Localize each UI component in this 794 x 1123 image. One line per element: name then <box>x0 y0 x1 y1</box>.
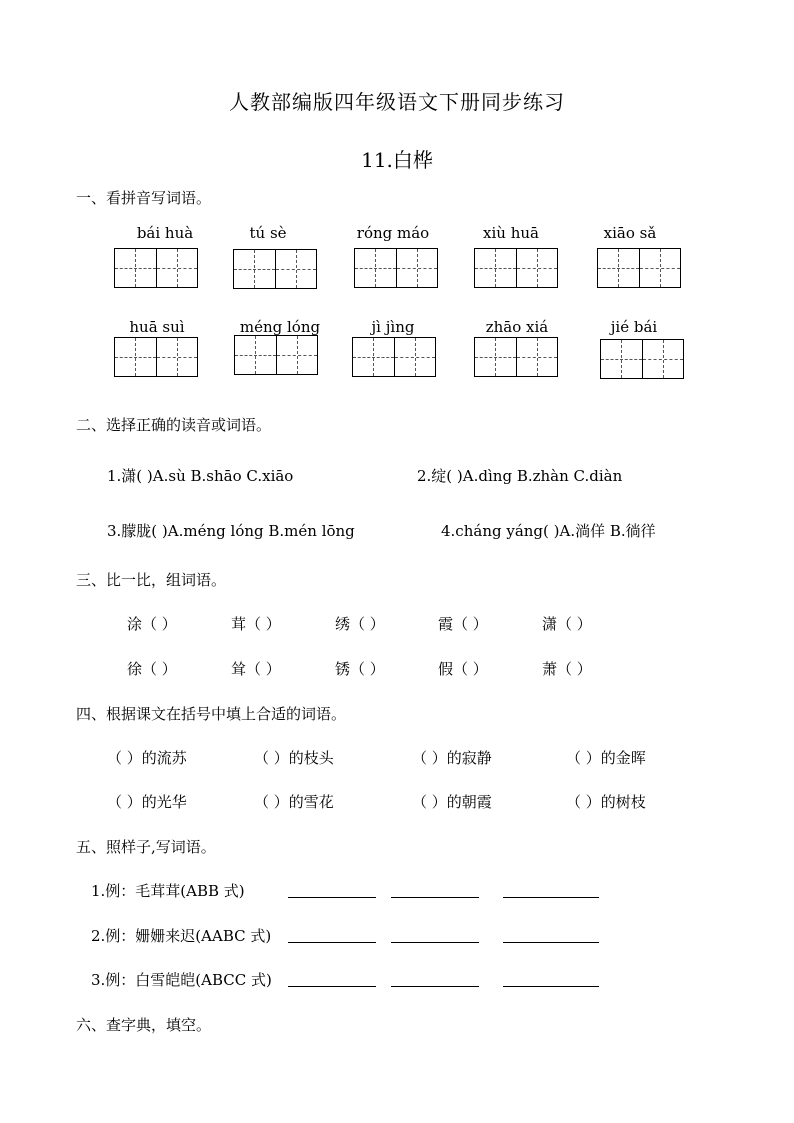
compare-item: 萧（ ） <box>542 660 592 678</box>
pinyin-label: tú sè <box>249 224 287 242</box>
pinyin-label: huā suì <box>129 318 185 336</box>
compare-item: 锈（ ） <box>335 660 385 678</box>
page-title: 人教部编版四年级语文下册同步练习 <box>229 90 565 114</box>
writing-grid[interactable] <box>600 339 684 379</box>
fill-item: （ ）的光华 <box>107 793 187 811</box>
writing-grid[interactable] <box>234 335 318 375</box>
fill-item: （ ）的雪花 <box>254 793 334 811</box>
question-4: 4.cháng yáng( )A.淌佯 B.徜徉 <box>441 522 656 540</box>
section-3-heading: 三、比一比，组词语。 <box>76 571 227 589</box>
writing-grid[interactable] <box>474 248 558 288</box>
example-item: 3.例：白雪皑皑(ABCC 式) <box>91 971 272 989</box>
answer-blank[interactable] <box>503 941 599 943</box>
answer-blank[interactable] <box>391 985 479 987</box>
compare-item: 霞（ ） <box>438 615 488 633</box>
writing-grid[interactable] <box>233 249 317 289</box>
writing-grid[interactable] <box>352 337 436 377</box>
compare-item: 耸（ ） <box>231 660 281 678</box>
fill-item: （ ）的树枝 <box>566 793 646 811</box>
answer-blank[interactable] <box>288 896 376 898</box>
compare-item: 茸（ ） <box>231 615 281 633</box>
fill-item: （ ）的金晖 <box>566 749 646 767</box>
fill-item: （ ）的枝头 <box>254 749 334 767</box>
section-2-heading: 二、选择正确的读音或词语。 <box>76 416 272 434</box>
writing-grid[interactable] <box>474 337 558 377</box>
question-2: 2.绽( )A.dìng B.zhàn C.diàn <box>417 467 623 485</box>
fill-item: （ ）的朝霞 <box>412 793 492 811</box>
pinyin-label: róng máo <box>356 224 430 242</box>
section-5-heading: 五、照样子,写词语。 <box>76 838 216 856</box>
section-4-heading: 四、根据课文在括号中填上合适的词语。 <box>76 705 347 723</box>
answer-blank[interactable] <box>391 941 479 943</box>
question-3: 3.朦胧( )A.méng lóng B.mén lōng <box>107 522 355 540</box>
pinyin-label: zhāo xiá <box>485 318 549 336</box>
answer-blank[interactable] <box>503 985 599 987</box>
compare-item: 假（ ） <box>438 660 488 678</box>
answer-blank[interactable] <box>503 896 599 898</box>
writing-grid[interactable] <box>114 248 198 288</box>
compare-item: 徐（ ） <box>127 660 177 678</box>
pinyin-label: bái huà <box>136 224 194 242</box>
pinyin-label: jié bái <box>610 318 658 336</box>
pinyin-label: méng lóng <box>239 318 321 336</box>
answer-blank[interactable] <box>288 985 376 987</box>
writing-grid[interactable] <box>114 337 198 377</box>
pinyin-label: xiù huā <box>483 224 539 242</box>
pinyin-label: xiāo sǎ <box>603 224 657 242</box>
answer-blank[interactable] <box>288 941 376 943</box>
compare-item: 绣（ ） <box>335 615 385 633</box>
example-item: 1.例：毛茸茸(ABB 式) <box>91 882 245 900</box>
section-1-heading: 一、看拼音写词语。 <box>76 189 212 207</box>
pinyin-label: jì jìng <box>371 318 415 336</box>
example-item: 2.例：姗姗来迟(AABC 式) <box>91 927 272 945</box>
section-6-heading: 六、查字典，填空。 <box>76 1016 212 1034</box>
compare-item: 潇（ ） <box>542 615 592 633</box>
lesson-title: 11.白桦 <box>361 148 433 172</box>
fill-item: （ ）的流苏 <box>107 749 187 767</box>
compare-item: 涂（ ） <box>127 615 177 633</box>
answer-blank[interactable] <box>391 896 479 898</box>
writing-grid[interactable] <box>597 248 681 288</box>
question-1: 1.潇( )A.sù B.shāo C.xiāo <box>107 467 294 485</box>
writing-grid[interactable] <box>354 248 438 288</box>
fill-item: （ ）的寂静 <box>412 749 492 767</box>
